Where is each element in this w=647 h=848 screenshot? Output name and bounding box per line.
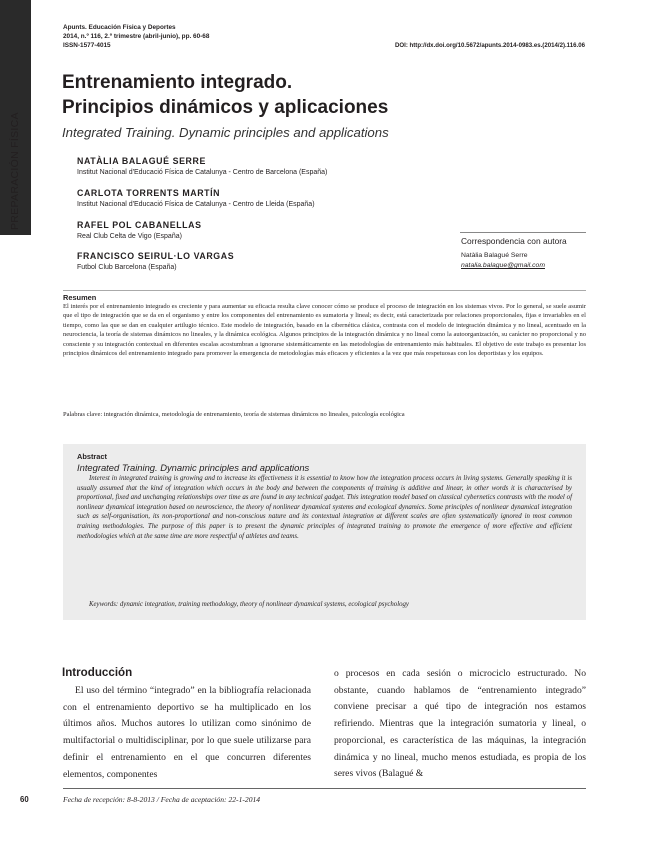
abstract-keywords: Keywords: dynamic integration, training methodology, theory of nonlinear dynamical systems, ecological psychology	[89, 601, 409, 608]
correspondence-email[interactable]: natalia.balague@gmail.com	[461, 262, 545, 269]
page-number: 60	[20, 795, 29, 804]
author-affiliation: Real Club Celta de Vigo (España)	[77, 233, 182, 240]
footer-divider	[63, 788, 586, 789]
intro-heading: Introducción	[62, 666, 133, 679]
journal-issue: 2014, n.º 116, 2.º trimestre (abril-junio), pp. 60-68	[63, 33, 210, 40]
intro-column-2: o procesos en cada sesión o microciclo estructurado. No obstante, cuando hablamos de “entrenamiento integrado” conviene precisar a qué tipo de integración nos estamos refiriendo. Mientras que la integración sumatoria y lineal, o proporcional, es característica de las máquinas, la integración dinámica y no lineal, mucho menos estudiada, es propia de los seres vivos (Balagué &	[334, 668, 586, 780]
intro-column-1: El uso del término “integrado” en la bibliografía relacionada con el entrenamiento deportivo se ha multiplicado en los últimos años. Muchos autores lo utilizan como sinónimo de multifactorial o multidisciplinar, por lo que suele utilizarse para definir el entrenamiento en el que concurren diferentes elementos, componentes	[63, 685, 311, 780]
title-line-1: Entrenamiento integrado.	[62, 72, 293, 93]
abstract-body: Interest in integrated training is growing and to increase its effectiveness it is essential to know how the integration process occurs in living systems. Generally speaking it is usually assumed that the kind of integration which occurs in the body and between the components of training is additive and linear, in other words it is characterised by proportional, fixed and unchanging relationships over time as are found in any technical gadget. This integration model based on classical cybernetics contrasts with the model of nonlinear dynamical integration based on neuroscience, the theory of nonlinear dynamical systems and ecological dynamics. Some principles of nonlinear dynamical integration such as self-organisation, its non-proportional and non-conscious nature and its contextual integration at different scales are often systematically ignored in most common training methodologies. The purpose of this paper is to present the dynamic principles of integrated training to promote the emergence of more effective and efficient methodologies which at the same time are more respectful of athletes and teams.	[77, 475, 572, 540]
resumen-divider	[63, 290, 586, 291]
abstract-heading: Abstract	[77, 452, 107, 461]
author-name: FRANCISCO SEIRUL·LO VARGAS	[77, 251, 235, 261]
author-affiliation: Futbol Club Barcelona (España)	[77, 264, 177, 271]
author-name: NATÀLIA BALAGUÉ SERRE	[77, 156, 206, 166]
author-affiliation: Institut Nacional d'Educació Física de Catalunya - Centro de Barcelona (España)	[77, 169, 328, 176]
journal-doi: DOI: http://dx.doi.org/10.5672/apunts.2014-0983.es.(2014/2).116.06	[394, 42, 585, 49]
correspondence-name: Natàlia Balagué Serre	[461, 252, 528, 259]
correspondence-label: Correspondencia con autora	[461, 236, 567, 246]
correspondence-divider	[460, 232, 586, 233]
journal-issn: ISSN-1577-4015	[63, 42, 111, 49]
title-line-2: Principios dinámicos y aplicaciones	[62, 97, 389, 118]
title-english: Integrated Training. Dynamic principles and applications	[62, 125, 389, 140]
resumen-heading: Resumen	[63, 293, 97, 302]
resumen-body: El interés por el entrenamiento integrado es creciente y para aumentar su eficacia resulta clave conocer cómo se produce el proceso de integración en los sistemas vivos. Por lo general, se suele asumir que el tipo de integración que se da en el organismo y entre los componentes del entrenamiento es sumatoria y lineal; es decir, está caracterizada por relaciones proporcionales, fijas e invariables en el tiempo, como las que se dan en cualquier artilugio técnico. Este modelo de integración, basado en la cibernética clásica, contrasta con el modelo de integración dinámica y no lineal, acentuado en la neurociencia, la teoría de sistemas dinámicos no lineales, y la dinámica ecológica. Algunos principios de la integración dinámica y no lineal como la autoorganización, su carácter no proporcional y no consciente y su integración contextual en diferentes escalas acostumbran a ignorarse sistemáticamente en las metodologías de entrenamiento más habituales. El objetivo de este trabajo es presentar los principios dinámicos del entrenamiento integrado para promover la emergencia de metodologías más eficaces y eficientes a la vez que más respetuosas con los deportistas y los equipos.	[63, 303, 586, 358]
abstract-subtitle: Integrated Training. Dynamic principles and applications	[77, 462, 310, 473]
author-name: RAFEL POL CABANELLAS	[77, 220, 202, 230]
author-affiliation: Institut Nacional d'Educació Física de Catalunya - Centro de Lleida (España)	[77, 201, 315, 208]
section-label: PREPARACIÓN FÍSICA	[9, 112, 21, 230]
resumen-keywords: Palabras clave: integración dinámica, metodología de entrenamiento, teoría de sistemas dinámicos no lineales, psicología ecológica	[63, 411, 405, 418]
author-name: CARLOTA TORRENTS MARTÍN	[77, 188, 221, 198]
journal-name: Apunts. Educación Física y Deportes	[63, 24, 176, 31]
footer-dates: Fecha de recepción: 8-8-2013 / Fecha de aceptación: 22-1-2014	[63, 795, 261, 804]
